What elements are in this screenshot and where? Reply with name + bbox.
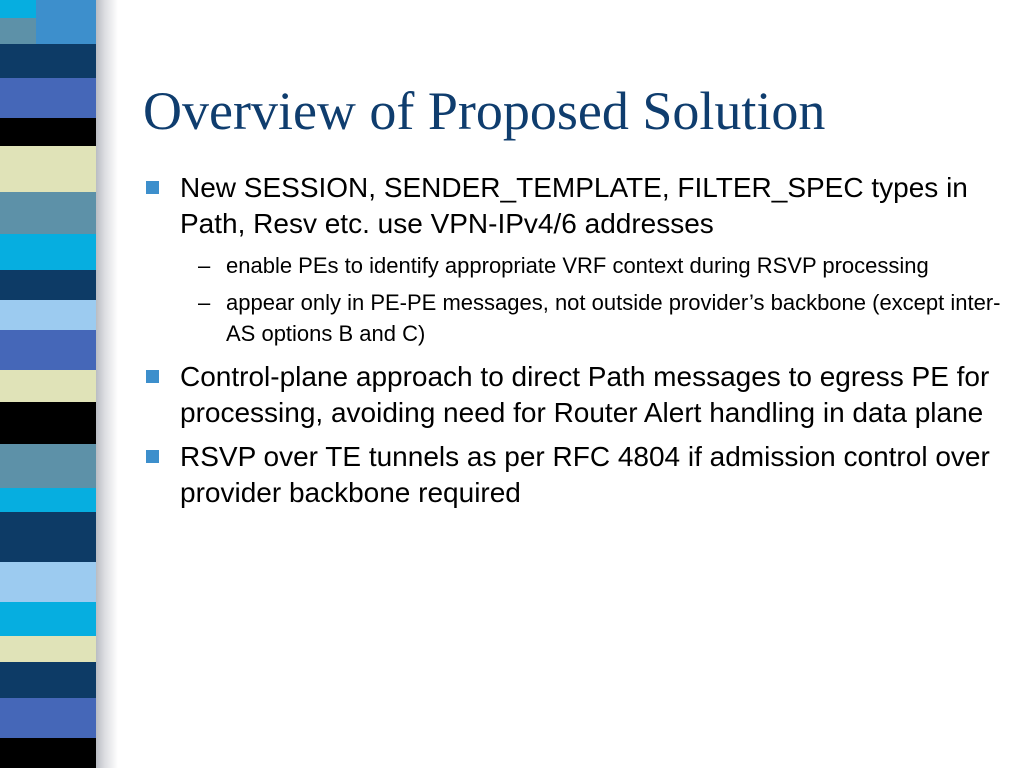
strip-block xyxy=(0,562,96,602)
sub-bullet-text: appear only in PE-PE messages, not outside provider’s backbone (except inter-AS options B and C) xyxy=(226,290,1001,346)
strip-block xyxy=(0,300,96,330)
strip-block xyxy=(0,698,96,738)
strip-block xyxy=(0,192,96,234)
bullet-item xyxy=(144,359,1004,431)
square-bullet-icon xyxy=(146,181,159,194)
strip-block xyxy=(0,370,96,402)
sub-bullet-item xyxy=(144,250,1004,281)
strip-blocks xyxy=(0,0,100,768)
strip-block xyxy=(20,270,96,300)
strip-block xyxy=(10,512,96,562)
bullet-list xyxy=(144,170,1004,519)
sub-bullet-item xyxy=(144,287,1004,349)
bullet-text: RSVP over TE tunnels as per RFC 4804 if admission control over provider backbone required xyxy=(180,441,990,508)
strip-block xyxy=(0,488,96,512)
strip-block xyxy=(0,78,96,118)
strip-block xyxy=(0,636,96,662)
strip-block xyxy=(0,330,96,370)
square-bullet-icon xyxy=(146,370,159,383)
bullet-item xyxy=(144,439,1004,511)
bullet-item xyxy=(144,170,1004,242)
strip-block xyxy=(0,602,96,636)
strip-block xyxy=(0,444,96,488)
bullet-text: Control-plane approach to direct Path messages to egress PE for processing, avoiding need for Router Alert handling in data plane xyxy=(180,361,990,428)
decorative-strip xyxy=(0,0,118,768)
sub-bullet-list xyxy=(144,250,1004,349)
strip-block xyxy=(0,118,96,146)
strip-block xyxy=(30,146,96,192)
bullet-text: New SESSION, SENDER_TEMPLATE, FILTER_SPEC types in Path, Resv etc. use VPN-IPv4/6 addresses xyxy=(180,172,968,239)
strip-block xyxy=(40,662,96,698)
strip-block xyxy=(0,402,96,444)
slide-title: Overview of Proposed Solution xyxy=(143,81,826,141)
strip-block xyxy=(36,0,96,44)
sub-bullet-text: enable PEs to identify appropriate VRF context during RSVP processing xyxy=(226,253,929,278)
strip-block xyxy=(0,738,96,768)
strip-block xyxy=(0,234,96,270)
square-bullet-icon xyxy=(146,450,159,463)
dash-marker: – xyxy=(198,290,211,315)
strip-block xyxy=(0,44,96,78)
dash-marker: – xyxy=(198,253,211,278)
